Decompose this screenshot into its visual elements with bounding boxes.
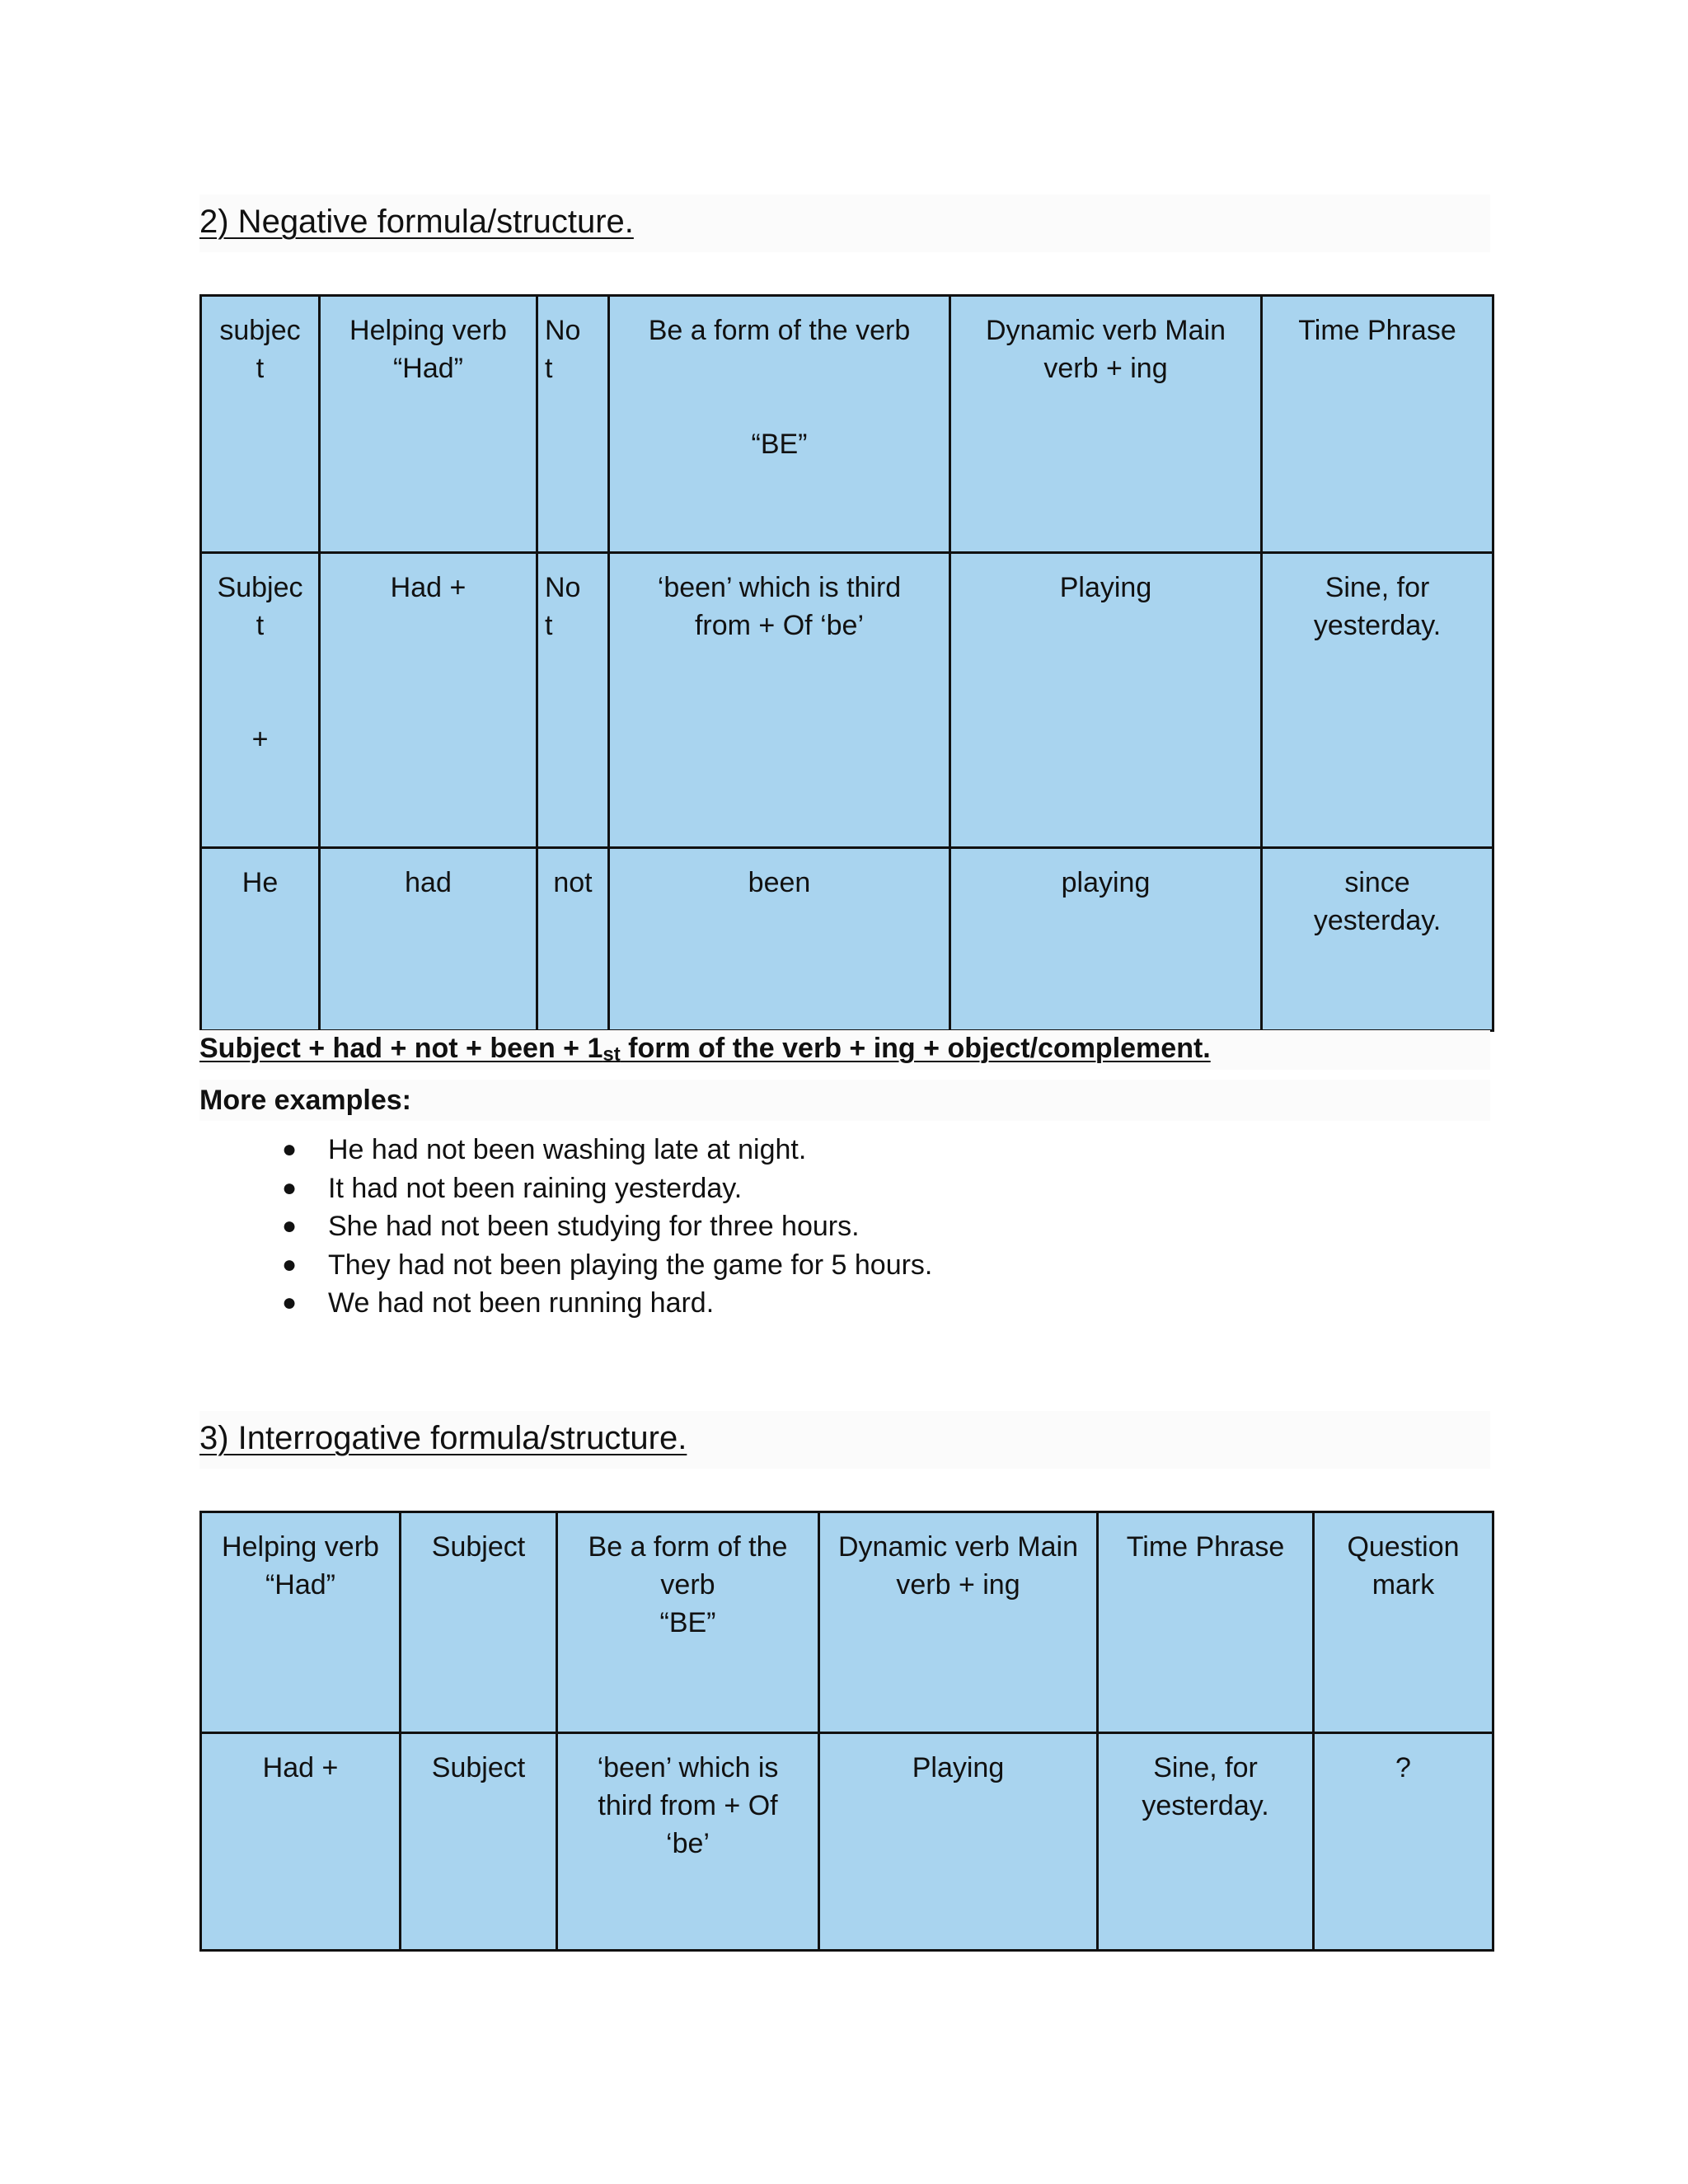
more-examples-label: More examples: bbox=[199, 1080, 1490, 1121]
table-cell: been bbox=[609, 848, 950, 1031]
section-2-heading-text: 2) Negative formula/structure. bbox=[199, 204, 634, 240]
bullet-icon: ● bbox=[282, 1174, 298, 1202]
negative-formula bbox=[199, 1030, 1490, 1070]
formula-ordinal-suffix: st bbox=[603, 1043, 621, 1066]
table-cell: ‘been’ which is third from + Of ‘be’ bbox=[557, 1733, 819, 1951]
interrogative-structure-table bbox=[199, 1511, 1494, 1952]
list-item: ● We had not been running hard. bbox=[272, 1284, 932, 1323]
table-cell: Helping verb “Had” bbox=[201, 1512, 401, 1733]
table-cell: Dynamic verb Main verb + ing bbox=[819, 1512, 1098, 1733]
table-cell: Subjec t + bbox=[201, 553, 320, 848]
table-cell: Dynamic verb Main verb + ing bbox=[950, 296, 1262, 553]
table-cell: Time Phrase bbox=[1098, 1512, 1314, 1733]
table-cell: Had + bbox=[201, 1733, 401, 1951]
table-row bbox=[201, 553, 1493, 848]
table-cell: Time Phrase bbox=[1262, 296, 1493, 553]
table-cell: Subject bbox=[401, 1512, 557, 1733]
bullet-icon: ● bbox=[282, 1212, 298, 1240]
table-cell: not bbox=[537, 848, 609, 1031]
section-2-heading bbox=[199, 194, 1490, 252]
table-row bbox=[201, 1512, 1493, 1733]
table-cell: ? bbox=[1314, 1733, 1493, 1951]
table-cell: playing bbox=[950, 848, 1262, 1031]
table-cell: Playing bbox=[950, 553, 1262, 848]
table-cell: subjec t bbox=[201, 296, 320, 553]
table-cell: ‘been’ which is third from + Of ‘be’ bbox=[609, 553, 950, 848]
table-cell: had bbox=[320, 848, 537, 1031]
table-cell: Had + bbox=[320, 553, 537, 848]
list-item: ● They had not been playing the game for 5 hours. bbox=[272, 1246, 932, 1285]
table-cell: Helping verb “Had” bbox=[320, 296, 537, 553]
table-row bbox=[201, 1733, 1493, 1951]
table-cell: Playing bbox=[819, 1733, 1098, 1951]
list-item: ● She had not been studying for three hours. bbox=[272, 1207, 932, 1246]
table-row bbox=[201, 848, 1493, 1031]
list-item: ● It had not been raining yesterday. bbox=[272, 1169, 932, 1208]
table-cell: No t bbox=[537, 553, 609, 848]
table-cell: No t bbox=[537, 296, 609, 553]
table-cell: Subject bbox=[401, 1733, 557, 1951]
bullet-icon: ● bbox=[282, 1136, 298, 1163]
formula-part-2: form of the verb + ing + object/complement. bbox=[620, 1033, 1211, 1064]
section-3-heading-text: 3) Interrogative formula/structure. bbox=[199, 1420, 687, 1456]
formula-part-1: Subject + had + not + been + 1 bbox=[199, 1033, 603, 1064]
bullet-icon: ● bbox=[282, 1250, 298, 1278]
bullet-icon: ● bbox=[282, 1289, 298, 1316]
table-cell: He bbox=[201, 848, 320, 1031]
examples-list bbox=[272, 1131, 932, 1323]
list-item: ● He had not been washing late at night. bbox=[272, 1131, 932, 1169]
negative-structure-table bbox=[199, 294, 1494, 1032]
table-cell: Question mark bbox=[1314, 1512, 1493, 1733]
table-cell: Be a form of the verb “BE” bbox=[609, 296, 950, 553]
table-cell: Sine, for yesterday. bbox=[1262, 553, 1493, 848]
table-row bbox=[201, 296, 1493, 553]
table-cell: since yesterday. bbox=[1262, 848, 1493, 1031]
table-cell: Be a form of the verb “BE” bbox=[557, 1512, 819, 1733]
table-cell: Sine, for yesterday. bbox=[1098, 1733, 1314, 1951]
section-3-heading bbox=[199, 1411, 1490, 1469]
